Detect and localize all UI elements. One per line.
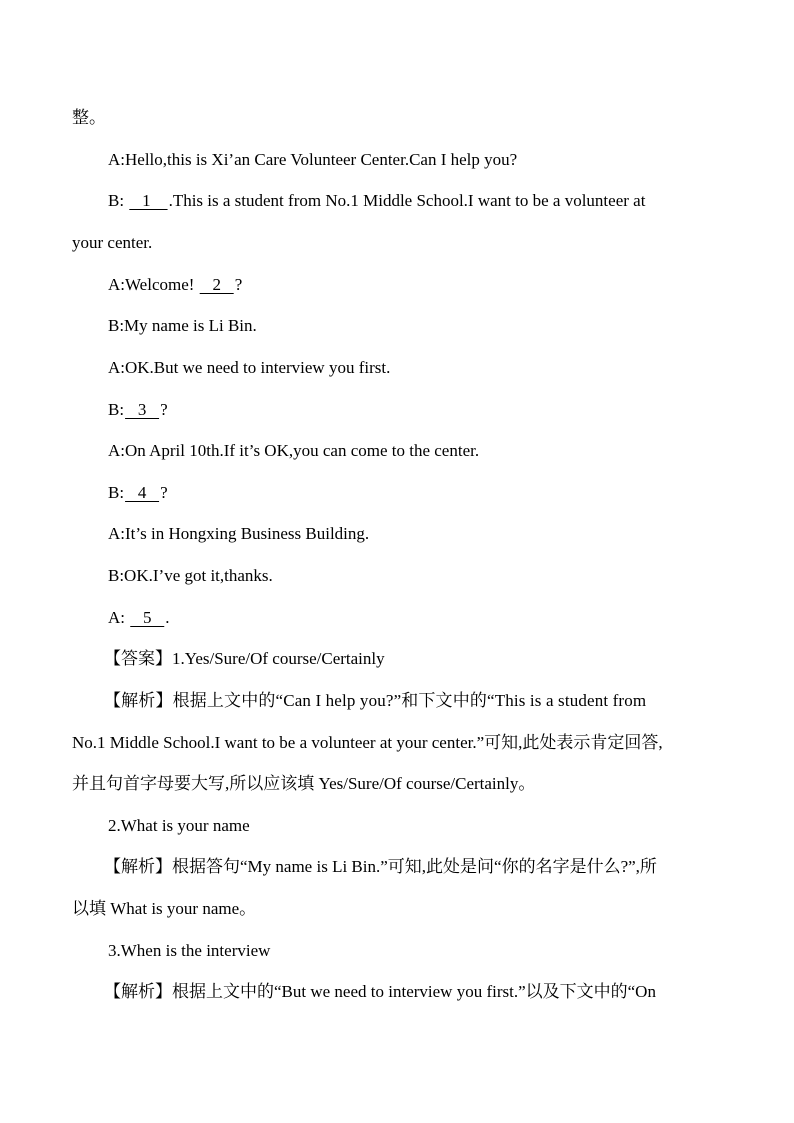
text-fragment: your center. [72,233,153,252]
text-fragment: B: [108,483,125,502]
answer-line-3 [108,941,270,961]
text-fragment: ? [160,483,168,502]
explanation-tag: 【解析】 [104,857,172,876]
text-line [72,233,152,253]
text-fragment: A:On April 10th.If it’s OK,you can come to the center. [108,441,480,460]
explanation-text: No.1 Middle School.I want to be a volunteer at your center.”可知,此处表示肯定回答, [72,733,663,752]
speaker-label: B: [108,191,129,210]
dialogue-line-a6 [108,608,170,628]
answer-line-2 [108,816,250,836]
explanation-line-1b [72,733,663,753]
blank-1: 1 [129,191,168,210]
dialogue-line-b3 [108,400,168,420]
text-fragment: B:OK.I’ve got it,thanks. [108,566,273,585]
text-fragment: B: [108,400,125,419]
blank-5: 5 [130,608,165,627]
text-fragment: A:It’s in Hongxing Business Building. [108,524,370,543]
dialogue-line-b4 [108,483,168,503]
explanation-line-2a [104,857,657,877]
answer-text: 1.Yes/Sure/Of course/Certainly [172,649,385,668]
text-fragment: A:Hello,this is Xi’an Care Volunteer Center.Can I help you? [108,150,518,169]
explanation-line-1a [104,691,646,711]
dialogue-line-a4 [108,441,479,461]
answer-text: 2.What is your name [108,816,250,835]
dialogue-line-a2 [108,275,242,295]
text-fragment: A:OK.But we need to interview you first. [108,358,391,377]
explanation-text: 根据上文中的“But we need to interview you first.”以及下文中的“On [172,982,656,1001]
text-fragment [108,191,645,211]
text-fragment: 整。 [72,108,106,127]
dialogue-line-b1 [108,191,722,211]
text-fragment: B:My name is Li Bin. [108,316,257,335]
text-line [72,108,106,128]
dialogue-line-a3 [108,358,390,378]
dialogue-line-a5 [108,524,369,544]
text-fragment: . [165,608,170,627]
text-fragment: A:Welcome! [108,275,199,294]
explanation-line-2b [72,899,256,919]
blank-3: 3 [125,400,160,419]
blank-2: 2 [199,275,234,294]
dialogue-line-a1 [108,150,517,170]
answer-line-1 [104,649,385,669]
text-fragment: ? [160,400,168,419]
explanation-tag: 【解析】 [104,982,172,1001]
explanation-text: 以填 What is your name。 [72,899,257,918]
answer-tag: 【答案】 [104,649,172,668]
text-fragment: A: [108,608,130,627]
explanation-text: 并且句首字母要大写,所以应该填 Yes/Sure/Of course/Certainly。 [72,774,536,793]
blank-4: 4 [125,483,160,502]
dialogue-line-b5 [108,566,273,586]
text-fragment: ? [234,275,243,294]
explanation-text: 根据上文中的“Can I help you?”和下文中的“This is a student from [172,691,647,710]
explanation-tag: 【解析】 [104,691,173,710]
dialogue-line-b2 [108,316,257,336]
text-fragment: .This is a student from No.1 Middle School.I want to be a volunteer at [168,191,646,210]
explanation-text: 根据答句“My name is Li Bin.”可知,此处是问“你的名字是什么?”,所 [172,857,657,876]
explanation-line-3a [104,982,656,1002]
explanation-line-1c [72,774,535,794]
answer-text: 3.When is the interview [108,941,271,960]
